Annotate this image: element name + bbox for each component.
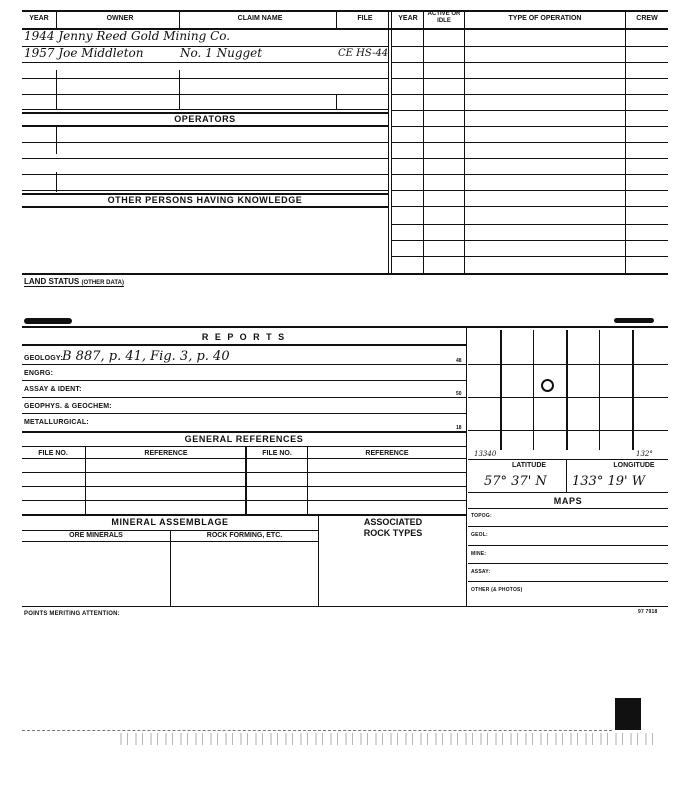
ops-row-line xyxy=(392,158,668,159)
row-line xyxy=(22,158,388,159)
reports-row-line xyxy=(22,380,466,381)
grid-line xyxy=(500,330,502,450)
col-divider xyxy=(56,126,57,154)
other-persons-heading: OTHER PERSONS HAVING KNOWLEDGE xyxy=(107,195,303,205)
ops-row-line xyxy=(392,256,668,257)
grid-corner-right: 132° xyxy=(636,450,653,458)
assay-num: 50 xyxy=(456,391,462,397)
ops-row-line xyxy=(392,174,668,175)
geology-label: GEOLOGY: xyxy=(24,355,63,362)
table-divider xyxy=(388,10,389,274)
general-references-heading: GENERAL REFERENCES xyxy=(184,434,304,444)
maps-heading-line xyxy=(468,508,668,509)
row-line xyxy=(22,190,388,191)
col-divider xyxy=(56,172,57,192)
geology-value: B 887, p. 41, Fig. 3, p. 40 xyxy=(62,349,230,364)
owner-entry-1957: 1957 Joe Middleton xyxy=(24,46,144,60)
other-photos-label: OTHER (& PHOTOS) xyxy=(471,587,523,593)
file-entry: CE HS-44 xyxy=(338,48,389,59)
ref-reference-header-2: REFERENCE xyxy=(365,450,409,457)
rock-types-heading: ROCK TYPES xyxy=(363,528,423,538)
grid-line xyxy=(468,430,668,431)
geol-label: GEOL: xyxy=(471,532,488,538)
reports-row-line xyxy=(22,413,466,414)
ops-row-line xyxy=(392,126,668,127)
ref-file-no-header-2: FILE NO. xyxy=(262,450,292,457)
row-line xyxy=(22,94,388,95)
longitude-label: LONGITUDE xyxy=(613,462,655,469)
gen-ref-row-line xyxy=(22,472,466,473)
owner-entry-1944: 1944 Jenny Reed Gold Mining Co. xyxy=(24,29,231,43)
row-line xyxy=(22,78,388,79)
gen-ref-col xyxy=(307,446,308,514)
scan-noise xyxy=(120,733,660,745)
ops-row-line xyxy=(392,240,668,241)
operators-bottom-line xyxy=(22,125,388,127)
mine-label: MINE: xyxy=(471,551,487,557)
type-of-operation-header: TYPE OF OPERATION xyxy=(508,15,582,22)
row-line xyxy=(22,142,388,143)
lat-long-line xyxy=(468,459,668,460)
col-divider xyxy=(336,94,337,110)
grid-line xyxy=(468,364,668,365)
gen-ref-row-line xyxy=(22,500,466,501)
scan-line-artifact xyxy=(22,730,612,731)
mineral-col xyxy=(170,530,171,606)
metallurgical-label: METALLURGICAL: xyxy=(24,419,89,426)
col-divider xyxy=(336,10,337,28)
location-marker-icon xyxy=(541,379,554,392)
latitude-label: LATITUDE xyxy=(511,462,547,469)
row-line xyxy=(22,109,388,110)
operators-heading: OPERATORS xyxy=(174,114,236,124)
col-divider xyxy=(179,70,180,110)
assay-label: ASSAY & IDENT: xyxy=(24,386,82,393)
owner-header: OWNER xyxy=(106,15,134,22)
gen-ref-col xyxy=(245,446,247,514)
grid-line xyxy=(632,330,634,450)
crew-header: CREW xyxy=(636,15,658,22)
geophys-label: GEOPHYS. & GEOCHEM: xyxy=(24,403,112,410)
maps-row-line xyxy=(468,526,668,527)
land-status-label xyxy=(24,277,124,287)
col-divider xyxy=(179,10,180,28)
engrg-label: ENGRG: xyxy=(24,370,54,377)
table-bottom-line xyxy=(22,273,668,275)
ops-year-header: YEAR xyxy=(398,15,418,22)
mineral-col xyxy=(318,514,319,606)
file-header: FILE xyxy=(357,15,373,22)
claim-name-header: CLAIM NAME xyxy=(237,15,283,22)
grid-line xyxy=(468,397,668,398)
reports-heading: R E P O R T S xyxy=(201,332,287,342)
form-number: 97 7918 xyxy=(638,609,658,615)
maps-top-line xyxy=(468,492,668,493)
geology-num: 48 xyxy=(456,358,462,364)
mineral-bottom-line xyxy=(22,606,668,607)
col-divider xyxy=(56,10,57,28)
longitude-value: 133° 19' W xyxy=(572,474,646,489)
maps-row-line xyxy=(468,563,668,564)
mineral-top-line xyxy=(22,514,466,516)
gen-ref-row-line xyxy=(22,486,466,487)
reports-right-border xyxy=(466,326,467,606)
topog-label: TOPOG: xyxy=(471,513,492,519)
active-or-idle-header: ACTIVE OR IDLE xyxy=(427,11,461,24)
reports-heading-line xyxy=(22,344,466,346)
grid-line xyxy=(566,330,568,450)
col-divider xyxy=(56,70,57,110)
land-status-subtitle: (OTHER DATA) xyxy=(81,280,124,286)
ops-row-line xyxy=(392,142,668,143)
latitude-value: 57° 37' N xyxy=(484,474,547,489)
gen-ref-row-line xyxy=(22,458,466,459)
row-line xyxy=(22,174,388,175)
ops-row-line xyxy=(392,94,668,95)
ref-reference-header: REFERENCE xyxy=(144,450,188,457)
maps-row-line xyxy=(468,581,668,582)
gen-ref-top-line xyxy=(22,431,466,433)
reports-row-line xyxy=(22,397,466,398)
ops-row-line xyxy=(392,224,668,225)
claim-entry-nugget: No. 1 Nugget xyxy=(180,46,263,60)
maps-row-line xyxy=(468,545,668,546)
reports-top-border xyxy=(22,326,668,328)
land-status-title: LAND STATUS xyxy=(24,277,80,286)
reports-row-line xyxy=(22,364,466,365)
ref-file-no-header: FILE NO. xyxy=(38,450,68,457)
grid-line xyxy=(599,330,600,450)
ops-row-line xyxy=(392,62,668,63)
ink-smudge xyxy=(24,318,72,324)
ops-row-line xyxy=(392,110,668,111)
ops-row-line xyxy=(392,206,668,207)
row-line xyxy=(22,46,388,47)
grid-line xyxy=(533,330,534,450)
gen-ref-col xyxy=(85,446,86,514)
mineral-assemblage-heading: MINERAL ASSEMBLAGE xyxy=(111,517,229,527)
assay-map-label: ASSAY: xyxy=(471,569,491,575)
ore-minerals-header: ORE MINERALS xyxy=(69,532,123,539)
ops-row-line xyxy=(392,190,668,191)
lat-long-divider xyxy=(566,459,567,493)
other-persons-bottom-line xyxy=(22,206,388,208)
gen-ref-heading-line xyxy=(22,446,466,447)
ops-row-line xyxy=(392,78,668,79)
ink-smudge xyxy=(614,318,654,323)
scan-blot xyxy=(615,698,641,730)
top-border xyxy=(22,10,668,12)
ops-row-line xyxy=(392,46,668,47)
maps-heading: MAPS xyxy=(553,496,583,506)
metallurgical-num: 18 xyxy=(456,425,462,431)
row-line xyxy=(22,62,388,63)
grid-corner-left: 13340 xyxy=(474,450,497,458)
points-meriting-attention: POINTS MERITING ATTENTION: xyxy=(24,611,120,617)
associated-heading: ASSOCIATED xyxy=(363,517,423,527)
year-header: YEAR xyxy=(29,15,49,22)
rock-forming-header: ROCK FORMING, ETC. xyxy=(206,532,283,539)
